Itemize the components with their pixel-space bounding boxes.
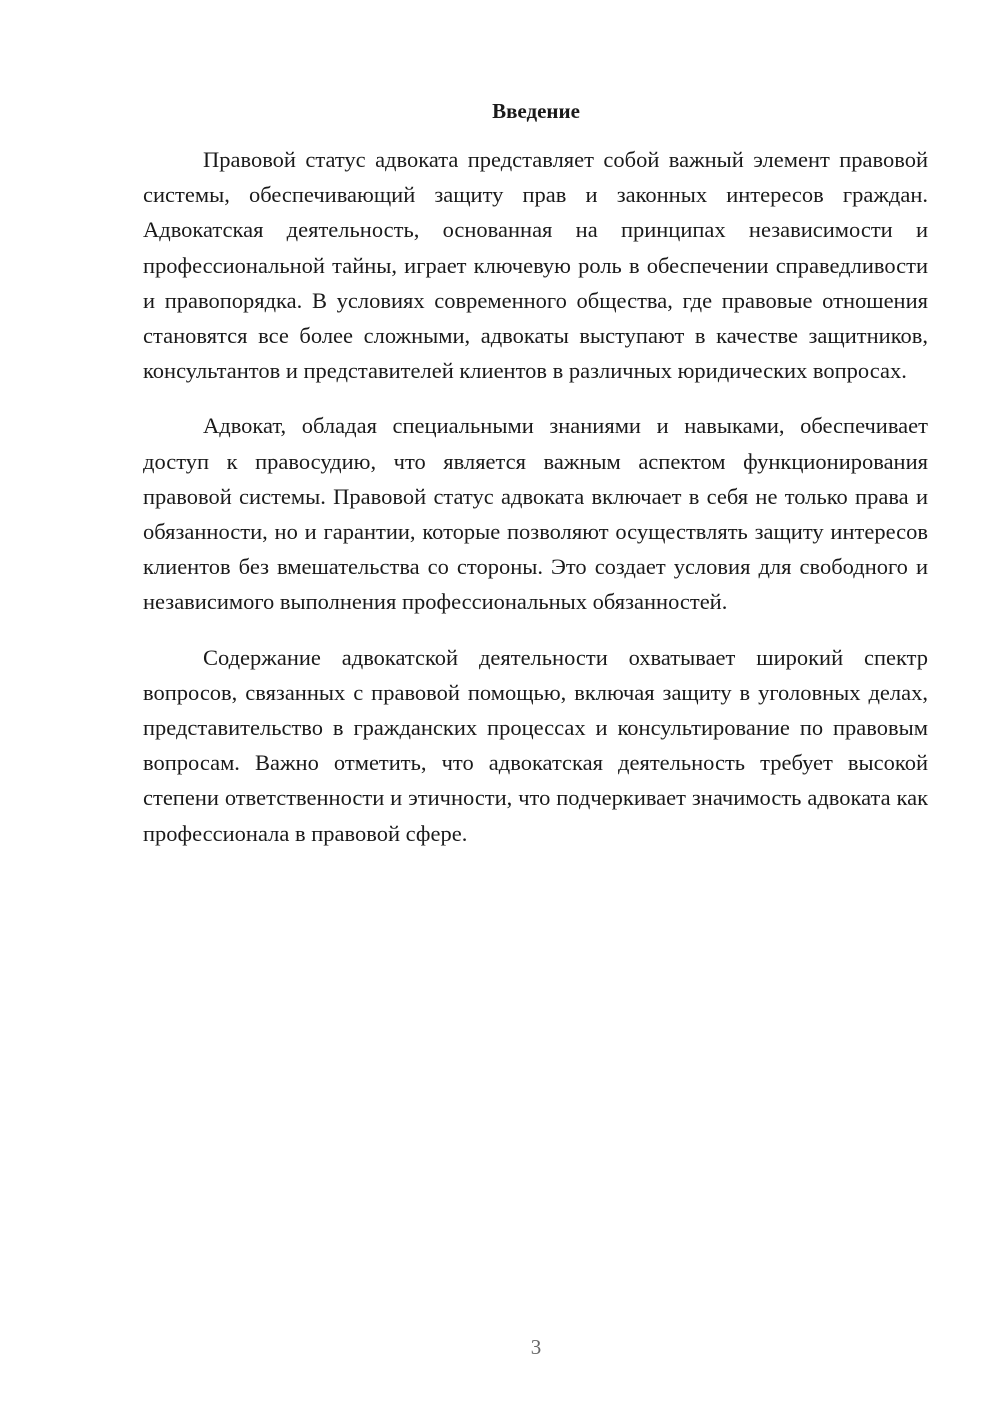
paragraph: Правовой статус адвоката представляет собой важный элемент правовой системы, обеспечивающий защиту прав и законных интересов граждан. Адвокатская деятельность, основанная на принципах независимости и профессиональной тайны, играет ключевую роль в обеспечении справедливости и правопорядка. В условиях современного общества, где правовые отношения становятся все более сложными, адвокаты выступают в качестве защитников, консультантов и представителей клиентов в различных юридических вопросах. xyxy=(143,147,928,384)
paragraph: Содержание адвокатской деятельности охватывает широкий спектр вопросов, связанных с правовой помощью, включая защиту в уголовных делах, представительство в гражданских процессах и консультирование по правовым вопросам. Важно отметить, что адвокатская деятельность требует высокой степени ответственности и этичности, что подчеркивает значимость адвоката как профессионала в правовой сфере. xyxy=(143,644,928,846)
section-heading: Введение xyxy=(492,99,580,123)
body-text xyxy=(143,142,928,871)
paragraph: Адвокат, обладая специальными знаниями и навыками, обеспечивает доступ к правосудию, что является важным аспектом функционирования правовой системы. Правовой статус адвоката включает в себя не только права и обязанности, но и гарантии, которые позволяют осуществлять защиту интересов клиентов без вмешательства со стороны. Это создает условия для свободного и независимого выполнения профессиональных обязанностей. xyxy=(143,413,928,615)
page-number: 3 xyxy=(530,1335,542,1359)
